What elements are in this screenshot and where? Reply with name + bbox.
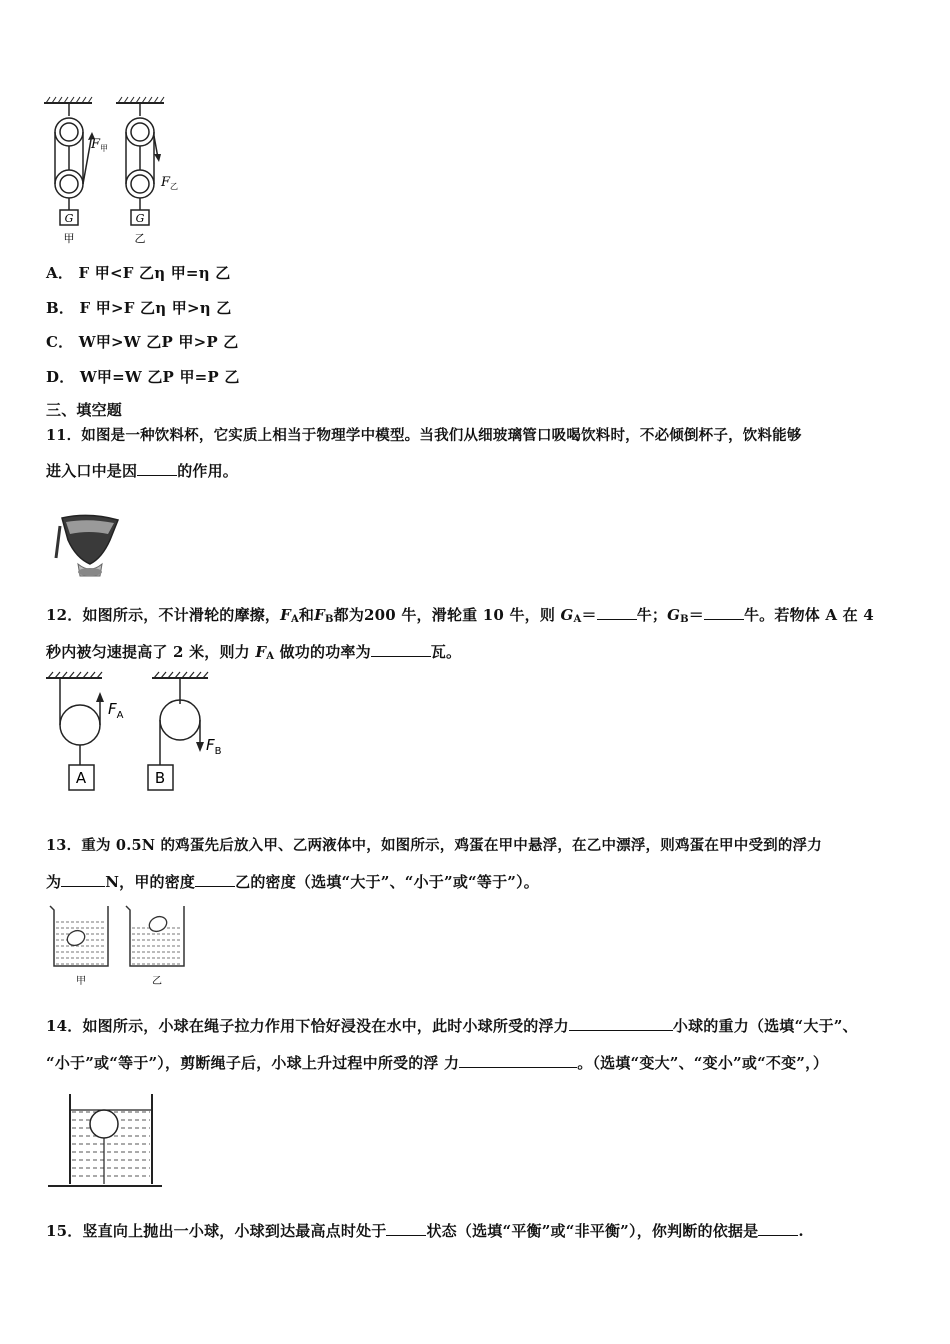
q14-line2: “小于”或“等于”），剪断绳子后，小球上升过程中所受的浮 力 。（选填“变大”、“变小”或“不变”，）: [46, 1054, 829, 1072]
beaker-yi-label: 乙: [152, 976, 162, 987]
option-c: C． W甲>W 乙P 甲>P 乙: [46, 333, 239, 351]
option-a: A． F 甲<F 乙η 甲=η 乙: [46, 264, 231, 282]
label-yi: 乙: [134, 232, 146, 245]
label-jia: 甲: [63, 232, 75, 245]
option-b: B． F 甲>F 乙η 甲>η 乙: [46, 299, 232, 317]
q12-line1: 12．如图所示，不计滑轮的摩擦，FA和FB都为200 牛，滑轮重 10 牛，则 GA＝ 牛；GB＝ 牛。若物体 A 在 4: [46, 606, 874, 625]
force-label-jia: $F_甲$: [91, 137, 109, 153]
ball-in-water-figure: [46, 1090, 164, 1190]
force-fa-label: $F_A$: [108, 700, 124, 721]
beaker-jia-label: 甲: [76, 976, 86, 987]
section-title: 三、填空题: [46, 401, 123, 419]
q12-line2: 秒内被匀速提高了 2 米，则力 FA 做功的功率为 瓦。: [46, 643, 462, 662]
egg-beakers-figure: [46, 902, 196, 988]
q11-line2: 进入口中是因 的作用。: [46, 462, 239, 480]
force-fb-label: $F_B$: [206, 736, 222, 757]
option-d: D． W甲=W 乙P 甲=P 乙: [46, 368, 240, 386]
weight-label-jia: G: [64, 212, 74, 225]
box-a-label: A: [75, 769, 87, 787]
weight-label-yi: G: [135, 212, 145, 225]
box-b-label: B: [154, 769, 166, 787]
drink-cup-figure: [52, 514, 126, 580]
q14-line1: 14．如图所示，小球在绳子拉力作用下恰好浸没在水中，此时小球所受的浮力 小球的重力（选填“大于”、: [46, 1017, 858, 1035]
force-label-yi: $F_乙$: [161, 175, 179, 191]
q13-line1: 13．重为 0.5N 的鸡蛋先后放入甲、乙两液体中，如图所示，鸡蛋在甲中悬浮，在乙中漂浮，则鸡蛋在甲中受到的浮力: [46, 837, 822, 854]
q11-line1: 11．如图是一种饮料杯，它实质上相当于物理学中模型。当我们从细玻璃管口吸喝饮料时，不必倾倒杯子，饮料能够: [46, 427, 802, 444]
q15-line1: 15．竖直向上抛出一小球，小球到达最高点时处于 状态（选填“平衡”或“非平衡”），你判断的依据是 .: [46, 1222, 804, 1240]
pulley-system-figure: [40, 96, 190, 248]
q13-line2: 为 N，甲的密度 乙的密度（选填“大于”、“小于”或“等于”）。: [46, 873, 539, 891]
pulley-ab-figure: [40, 670, 240, 794]
